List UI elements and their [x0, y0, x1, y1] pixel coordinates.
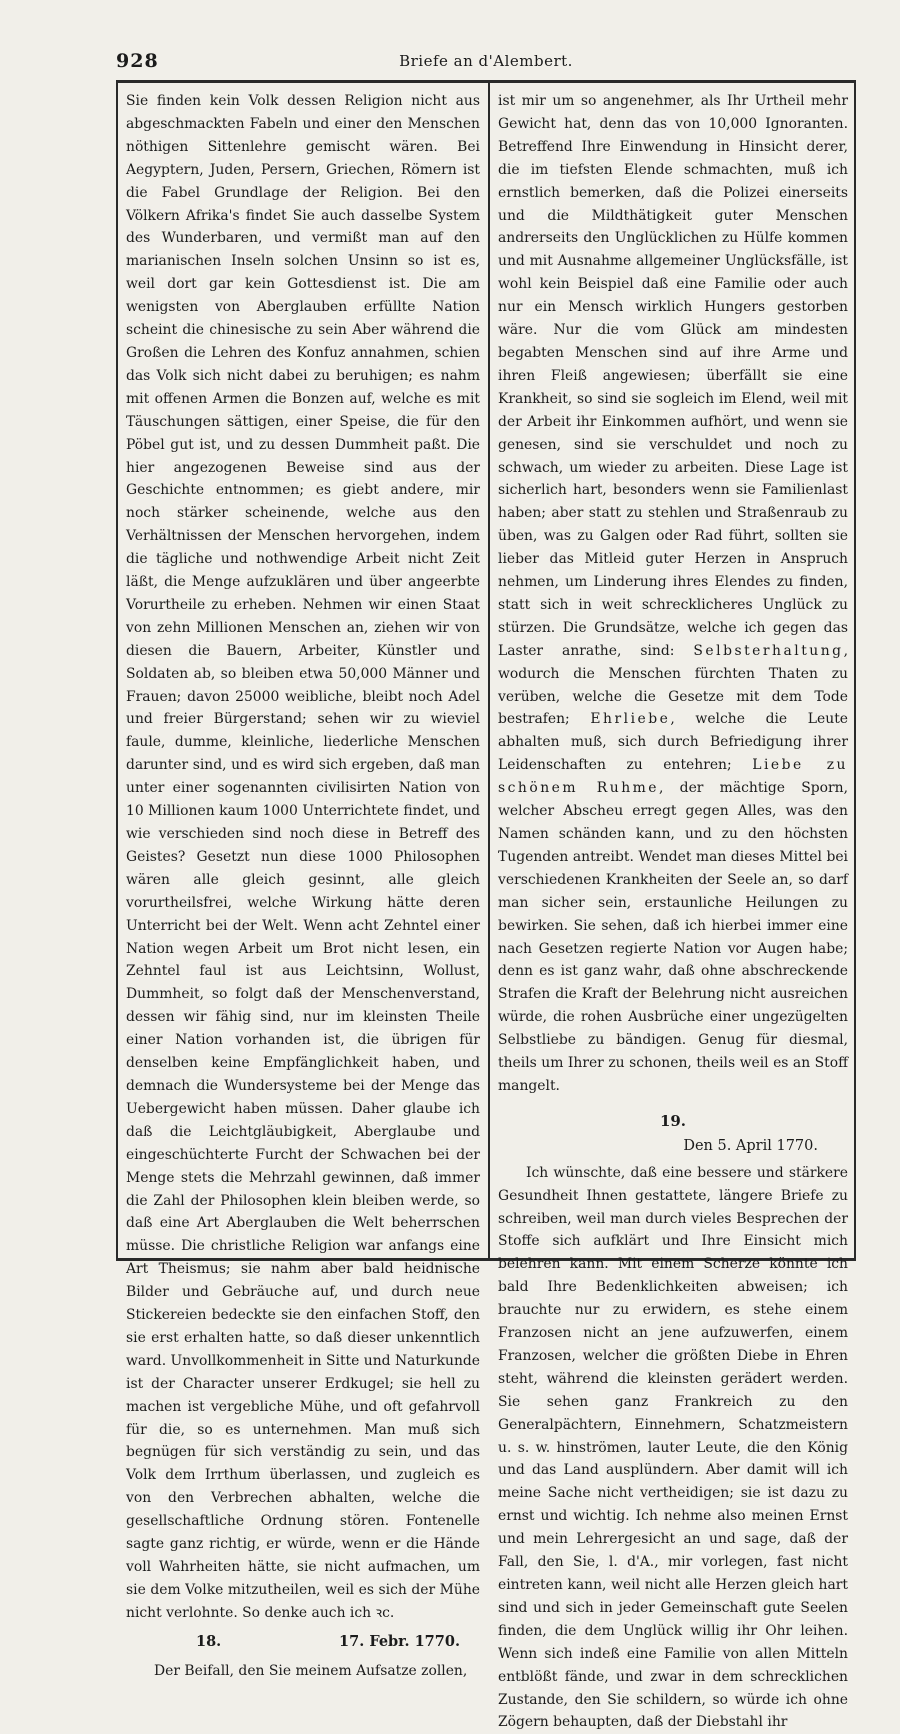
letter-18-heading — [196, 1631, 460, 1654]
header-rule — [116, 80, 856, 83]
running-title: Briefe an d'Alembert. — [399, 52, 573, 70]
letter-18-text-4: , der mächtige Sporn, welcher Abscheu erregt gegen Alles, was den Namen schänden kann, und zu den höchsten Tugenden antreibt. Wendet man dieses Mittel bei verschiedenen Krankheiten der Seele an, so darf man sicher sein, erstaunliche Heilungen zu bewirken. Sie sehen, daß ich hierbei immer eine nach Gesetzen regierte Nation vor Augen habe; denn es ist ganz wahr, daß ohne abschreckende Strafen die Kraft der Belehrung nicht ausreichen würde, die rohen Ausbrüche einer ungezügelten Selbstliebe zu bändigen. Genug für diesmal, theils um Ihrer zu schonen, theils weil es an Stoff mangelt. — [498, 780, 848, 1094]
page-number: 928 — [116, 50, 159, 72]
letter-18-opening: Der Beifall, den Sie meinem Aufsatze zollen, — [154, 1662, 468, 1679]
letter-18-body — [498, 90, 848, 1098]
letter-18-date: 17. Febr. 1770. — [339, 1632, 460, 1650]
letter-18-text-2: , wodurch die Menschen fürchten Thaten zu verüben, welche die Gesetze mit dem Tode bestrafen; — [498, 642, 848, 728]
page-header — [116, 50, 856, 80]
right-column — [498, 90, 849, 1731]
letter-17-continuation: Sie finden kein Volk dessen Religion nicht aus abgeschmackten Fabeln und einer den Menschen nöthigen Sittenlehre gemischt wären. Bei Aegyptern, Juden, Persern, Griechen, Römern ist die Fabel Grundlage der Religion. Bei den Völkern Afrika's findet Sie auch dasselbe System des Wunderbaren, und vermißt man auf den marianischen Inseln solchen Unsinn so ist es, weil dort gar kein Gottesdienst ist. Die am wenigsten von Aberglauben erfüllte Nation scheint die chinesische zu sein Aber während die Großen die Lehren des Konfuz annahmen, schien das Volk sich nicht dabei zu beruhigen; es nahm mit offenen Armen die Bonzen auf, welche es mit Täuschungen sättigen, einer Speise, die für den Pöbel gut ist, und zu dessen Dummheit paßt. Die hier angezogenen Beweise sind aus der Geschichte entnommen; es giebt andere, mir noch stärker scheinende, welche aus den Verhältnissen der Menschen hervorgehen, indem die tägliche und nothwendige Arbeit nicht Zeit läßt, die Menge aufzuklären und über angeerbte Vorurtheile zu erheben. Nehmen wir einen Staat von zehn Millionen Menschen an, ziehen wir von diesen die Bauern, Arbeiter, Künstler und Soldaten ab, so bleiben etwa 50,000 Männer und Frauen; davon 25000 weibliche, bleibt noch Adel und freier Bürgerstand; sehen wir zu wieviel faule, dumme, kleinliche, liederliche Menschen darunter sind, und es wird sich ergeben, daß man unter einer sogenannten civilisirten Nation von 10 Millionen kaum 1000 Unterrichtete findet, und wie verschieden sind noch diese in Betreff des Geistes? Gesetzt nun diese 1000 Philosophen wären alle gleich gesinnt, alle gleich vorurtheilsfrei, welche Wirkung hätte deren Unterricht bei der Welt. Wenn acht Zehntel einer Nation wegen Arbeit um Brot nicht lesen, ein Zehntel faul ist aus Leichtsinn, Wollust, Dummheit, so folgt daß der Menschenverstand, dessen wir fähig sind, nur im kleinsten Theile einer Nation vorhanden ist, die übrigen für denselben keine Empfänglichkeit haben, und demnach die Wundersysteme bei der Menge das Uebergewicht haben müssen. Daher glaube ich daß die Leichtgläubigkeit, Aberglaube und eingeschüchterte Furcht der Schwachen bei der Menge stets die Mehrzahl gewinnen, daß immer die Zahl der Philosophen klein bleiben werde, so daß eine Art Aberglauben die Welt beherrschen müsse. Die christliche Religion war anfangs eine Art Theismus; sie nahm aber bald heidnische Bilder und Gebräuche auf, und durch neue Stickereien bedeckte sie den einfachen Stoff, den sie erst erhalten hatte, so daß dieser unkenntlich ward. Unvollkommenheit in Sitte und Naturkunde ist der Character unserer Erdkugel; sie hell zu machen ist vergebliche Mühe, und oft gefahrvoll für die, so es unternehmen. Man muß sich begnügen für sich verständig zu sein, und das Volk dem Irrthum überlassen, und zugleich es von den Verbrechen abhalten, welche die gesellschaftliche Ordnung stören. Fontenelle sagte ganz richtig, er würde, wenn er die Hände voll Wahrheiten hätte, sie nicht aufmachen, um sie dem Volke mitzutheilen, weil es sich der Mühe nicht verlohnte. So denke auch ich ꝛc. — [126, 93, 480, 1621]
left-column — [126, 90, 480, 1679]
column-divider — [488, 80, 490, 1261]
frame-left-border — [116, 80, 118, 1261]
term-selbsterhaltung: Selbsterhaltung — [693, 642, 844, 659]
letter-18-number: 18. — [196, 1632, 222, 1650]
letter-18-text-1: ist mir um so angenehmer, als Ihr Urtheil mehr Gewicht hat, denn das von 10,000 Ignoranten. Betreffend Ihre Einwendung in Hinsicht derer, die im tiefsten Elende schmachten, muß ich ernstlich bemerken, daß die Polizei einerseits und die Mildthätigkeit guter Menschen andrerseits den Unglücklichen zu Hülfe kommen und mit Ausnahme allgemeiner Unglücksfälle, ist wohl kein Beispiel daß eine Familie oder auch nur ein Mensch wirklich Hungers gestorben wäre. Nur die vom Glück am mindesten begabten Menschen sind auf ihre Arme und ihren Fleiß angewiesen; überfällt sie eine Krankheit, so sind sie sogleich im Elend, weil mit der Arbeit ihr Einkommen aufhört, und wenn sie genesen, sind sie verschuldet und noch zu schwach, um wieder zu arbeiten. Diese Lage ist sicherlich hart, besonders wenn sie Familienlast haben; aber statt zu stehlen und Straßenraub zu üben, was zu Galgen oder Rad führt, sollten sie lieber das Mitleid guter Herzen in Anspruch nehmen, um Linderung ihres Elendes zu finden, statt sich in weit schrecklicheres Unglück zu stürzen. Die Grundsätze, welche ich gegen das Laster anrathe, sind: — [498, 93, 848, 659]
frame-right-border — [854, 80, 856, 1261]
letter-19-date: Den 5. April 1770. — [683, 1137, 818, 1154]
letter-18-text-3: , welche die Leute abhalten muß, sich durch Befriedigung ihrer Leidenschaften zu entehren; — [498, 711, 848, 774]
letter-19-body: Ich wünschte, daß eine bessere und stärkere Gesundheit Ihnen gestattete, längere Briefe zu schreiben, weil man durch vieles Besprechen der Stoffe sich aufklärt und Ihre Einsicht mich belehren kann. Mit einem Scherze könnte ich bald Ihre Bedenklichkeiten abweisen; ich brauchte nur zu erwidern, es stehe einem Franzosen nicht an jene aufzuwerfen, einem Franzosen, welcher die größten Diebe in Ehren steht, während die kleinsten gerädert werden. Sie sehen ganz Frankreich zu den Generalpächtern, Einnehmern, Schatzmeistern u. s. w. hinströmen, lauter Leute, die den König und das Land ausplündern. Aber damit will ich meine Sache nicht vertheidigen; sie ist dazu zu ernst und wichtig. Ich nehme also meinen Ernst und mein Lehrergesicht an und sage, daß der Fall, den Sie, l. d'A., mir vorlegen, fast nicht eintreten kann, weil nicht alle Herzen gleich hart sind und sich in jeder Gemeinschaft gute Seelen finden, die dem Unglück willig ihr Ohr leihen. Wenn sich indeß eine Familie von allen Mitteln entblößt fände, und zwar in dem schrecklichen Zustande, den Sie schildern, so würde ich ohne Zögern behaupten, daß der Diebstahl ihr — [498, 1164, 848, 1731]
letter-19-number: 19. — [659, 1111, 687, 1130]
term-ruhm: Liebe zu schönem Ruhme — [498, 757, 849, 797]
term-ehrliebe: Ehrliebe — [590, 711, 671, 728]
